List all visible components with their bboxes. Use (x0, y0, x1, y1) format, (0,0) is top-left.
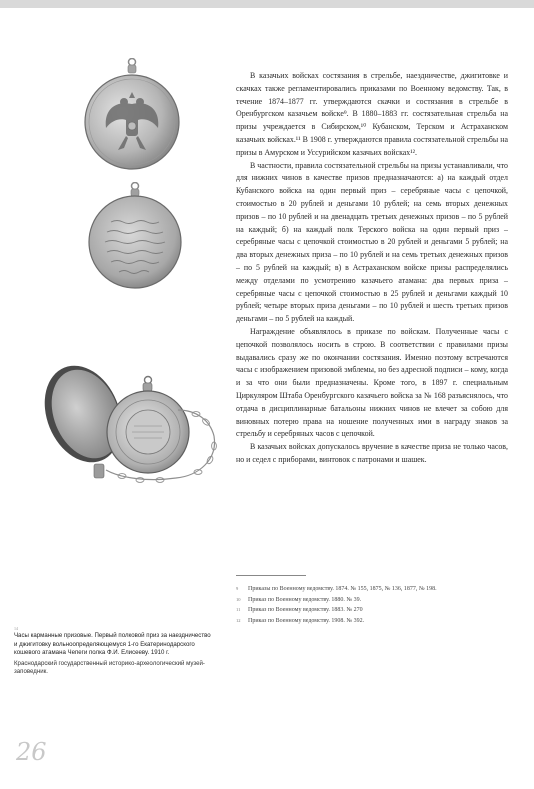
footnote (236, 595, 508, 606)
footnote-text: Приказ по Военному ведомству. 1883. № 270 (248, 607, 363, 614)
body-paragraph: В казачьих войсках допускалось вручение в качестве приза не только часов, но и седел с приборами, винтовок с патронами и шашек. (236, 442, 508, 464)
footnotes (236, 584, 508, 627)
body-paragraph: В частности, правила состязательной стрельбы на призы устанавливали, что для нижних чинов в качестве призов предназначаются: а) на каждый отдел Кубанского войска на один первый приз – серебряные часы с цепочкой, стоимостью в 20 рублей и деньгами 10 рублей; на семь вторых денежных призов – по 10 рублей и на двенадцать третьих денежных призов – по 5 рублей на каждый; б) на каждый полк Терского войска на один первый приз – серебряные часы с цепочкой стоимостью в 20 рублей и деньгами 5 рублей; на два вторых денежных приза – по 10 рублей и на семь третьих денежных призов – по 5 рублей на каждый; в) в Астраханском войске призы распределялись между отделами по усмотрению казачьего атамана: два первых приза – серебряные часы с цепочкой стоимостью в 25 рублей и деньгами каждый 10 рублей; четыре вторых приза деньгами – по 10 рублей и шесть третьих призов деньгами – по 5 рублей на каждый. (236, 160, 508, 324)
page-number: 26 (16, 738, 47, 766)
footnote-divider (236, 575, 306, 576)
pocket-watch-with-chain-image (28, 350, 228, 500)
body-paragraph: Награждение объявлялось в приказе по войскам. Полученные часы с цепочкой позволялось носить в строю. В соответствии с правилами призы выдавались сразу же по окончании состязания. Именно поэтому встречаются часы с изображением призовой эмблемы, но без адресной подписи – кому, когда и за что они были предназначены. Кроме того, в 1897 г. специальным Циркуляром Штаба Оренбургского казачьего войска за № 168 разъяснялось, что отдача в дисциплинарные батальоны нижних чинов не влечет за собою для виновных потерю права на ношение полученных ими в награду знаков за стрельбу и серебряных часов с цепочкой. (236, 326, 508, 439)
footnote (236, 605, 508, 616)
watch-back-engraved-image (85, 182, 185, 296)
footnote-number: 9 (236, 586, 239, 591)
footnote-number: 12 (236, 618, 241, 624)
footnote (236, 584, 508, 595)
footnote-text: Приказ по Военному ведомству. 1880. № 39. (248, 596, 362, 603)
footnote (236, 616, 508, 627)
article-body (236, 70, 508, 467)
footnote-number: 11 (236, 607, 241, 613)
watch-lid-eagle-image (82, 58, 182, 180)
caption-museum: Краснодарский государственный историко-археологический музей-заповедник. (14, 659, 205, 676)
footnote-text: Приказы по Военному ведомству. 1874. № 155, 1875, № 136, 1877, № 198. (248, 586, 437, 592)
body-paragraph: В казачьих войсках состязания в стрельбе, наездничестве, джигитовке и скачках также регламентировались приказами по Военному ведомству. Так, в течение 1874–1877 гг. утверждаются скачки и состязания в стрельбе в Оренбургском казачьем войске⁹. В 1880–1883 гг. состязательная стрельба на призы учреждается в Сибирском,¹⁰ Кубанском, Терском и Астраханском казачьих войсках.¹¹ В 1908 г. утверждаются правила состязательной стрельбы на призы в Амурском и Уссурийском казачьих войсках¹². (236, 71, 508, 157)
caption-description: Часы карманные призовые. Первый полковой приз за наездничество и джигитовку вольноопределяющемуся 1-го Екатеринодарского кошевого атамана Чепеги полка Ф.И. Елисееву. 1910 г. (14, 632, 211, 657)
footnote-number: 10 (236, 596, 241, 602)
figure-caption (14, 632, 214, 677)
page-top-band (0, 0, 534, 8)
figure-marker: 14 (14, 626, 18, 631)
footnote-text: Приказ по Военному ведомству. 1908. № 392. (248, 618, 365, 625)
